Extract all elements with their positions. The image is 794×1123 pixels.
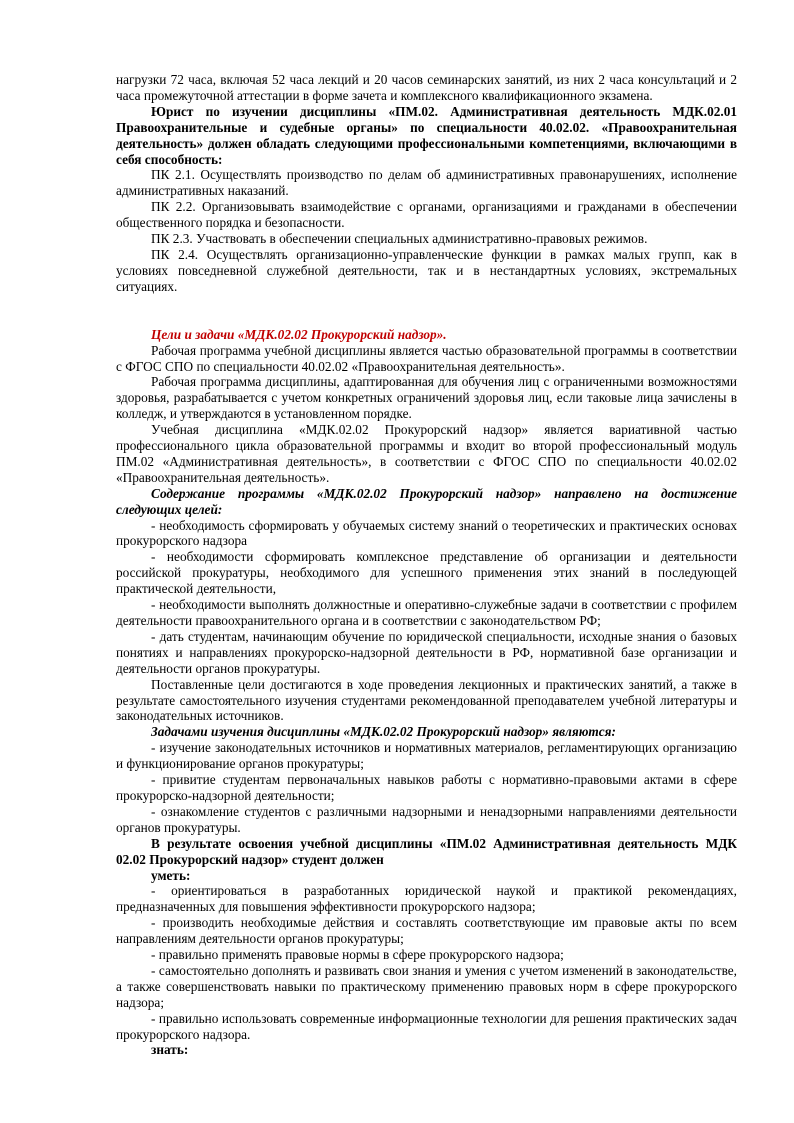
- paragraph-discipline-place: Учебная дисциплина «МДК.02.02 Прокурорский надзор» является вариативной частью профессионального цикла образовательной программы и входит во второй профессиональный модуль ПМ.02 «Административная деятельность», в соответствии с ФГОС СПО по специальности 40.02.02 «Правоохранительная деятельность».: [116, 422, 737, 485]
- competency-pk-2-2: ПК 2.2. Организовывать взаимодействие с органами, организациями и гражданами в обеспечении общественного порядка и безопасности.: [116, 199, 737, 231]
- section-heading-goals: Цели и задачи «МДК.02.02 Прокурорский надзор».: [151, 326, 447, 342]
- competency-pk-2-4: ПК 2.4. Осуществлять организационно-управленческие функции в рамках малых групп, как в условиях повседневной служебной деятельности, так и в нестандартных условиях, экстремальных ситуациях.: [116, 246, 737, 294]
- skill-item: - самостоятельно дополнять и развивать свои знания и умения с учетом изменений в законодательстве, а также совершенствовать навыки по практическому применению правовых норм в сфере прокурорского надзора;: [116, 962, 737, 1010]
- goal-item: - необходимости выполнять должностные и оперативно-служебные задачи в соответствии с профилем деятельности правоохранительного органа и в соответствии с законодательством РФ;: [116, 597, 737, 628]
- skill-item: - производить необходимые действия и составлять соответствующие им правовые акты по всем направлениям деятельности органов прокуратуры;: [116, 915, 737, 947]
- tasks-heading: Задачами изучения дисциплины «МДК.02.02 Прокурорский надзор» являются:: [151, 724, 616, 740]
- goal-item: - необходимость сформировать у обучаемых систему знаний о теоретических и практических основах прокурорского надзора: [116, 517, 737, 549]
- paragraph-workload: нагрузки 72 часа, включая 52 часа лекций и 20 часов семинарских занятий, из них 2 часа консультаций и 2 часа промежуточной аттестации в форме зачета и комплексного квалификационного экзамена.: [116, 72, 737, 103]
- task-item: - изучение законодательных источников и нормативных материалов, регламентирующих организацию и функционирование органов прокуратуры;: [116, 740, 737, 772]
- task-item: - ознакомление студентов с различными надзорными и ненадзорными направлениями деятельности органов прокуратуры.: [116, 803, 737, 835]
- competency-pk-2-3: ПК 2.3. Участвовать в обеспечении специальных административно-правовых режимов.: [151, 231, 648, 247]
- paragraph-program-part: Рабочая программа учебной дисциплины является частью образовательной программы в соответствии с ФГОС СПО по специальности 40.02.02 «Правоохранительная деятельность».: [116, 342, 737, 374]
- content-heading: Содержание программы «МДК.02.02 Прокурорский надзор» направлено на достижение следующих целей:: [116, 485, 737, 517]
- skill-item: - ориентироваться в разработанных юридической наукой и практикой рекомендациях, предназначенных для повышения эффективности прокурорского надзора;: [116, 883, 737, 915]
- knowledge-heading: знать:: [151, 1042, 189, 1058]
- document-page: [116, 72, 737, 1058]
- skills-heading: уметь:: [151, 867, 191, 883]
- skill-item: - правильно применять правовые нормы в сфере прокурорского надзора;: [151, 947, 564, 963]
- paragraph-competencies-intro: Юрист по изучении дисциплины «ПМ.02. Административная деятельность МДК.02.01 Правоохранительные и судебные органы» по специальности 40.02.02. «Правоохранительная деятельность» должен обладать следующими профессиональными компетенциями, включающими в себя способность:: [116, 103, 737, 167]
- result-heading: В результате освоения учебной дисциплины «ПМ.02 Административная деятельность МДК 02.02 Прокурорский надзор» студент должен: [116, 835, 737, 867]
- goal-item: - необходимости сформировать комплексное представление об организации и деятельности российской прокуратуры, необходимого для успешного применения этих знаний в последующей практической деятельности,: [116, 549, 737, 597]
- paragraph-goals-achieved: Поставленные цели достигаются в ходе проведения лекционных и практических занятий, а также в результате самостоятельного изучения студентами рекомендованной преподавателем учебной литературы и законодательных источников.: [116, 676, 737, 724]
- goal-item: - дать студентам, начинающим обучение по юридической специальности, исходные знания о базовых понятиях и направлениях прокурорско-надзорной деятельности в РФ, нормативной базе организации и деятельности органов прокуратуры.: [116, 628, 737, 676]
- section-spacer: [116, 295, 737, 327]
- paragraph-adapted-program: Рабочая программа дисциплины, адаптированная для обучения лиц с ограниченными возможностями здоровья, разрабатывается с учетом конкретных ограничений здоровья лиц, если таковые лица зачислены в колледж, и утверждаются в установленном порядке.: [116, 374, 737, 422]
- competency-pk-2-1: ПК 2.1. Осуществлять производство по делам об административных правонарушениях, исполнение административных наказаний.: [116, 167, 737, 199]
- task-item: - привитие студентам первоначальных навыков работы с нормативно-правовыми актами в сфере прокурорско-надзорной деятельности;: [116, 772, 737, 803]
- skill-item: - правильно использовать современные информационные технологии для решения практических задач прокурорского надзора.: [116, 1010, 737, 1042]
